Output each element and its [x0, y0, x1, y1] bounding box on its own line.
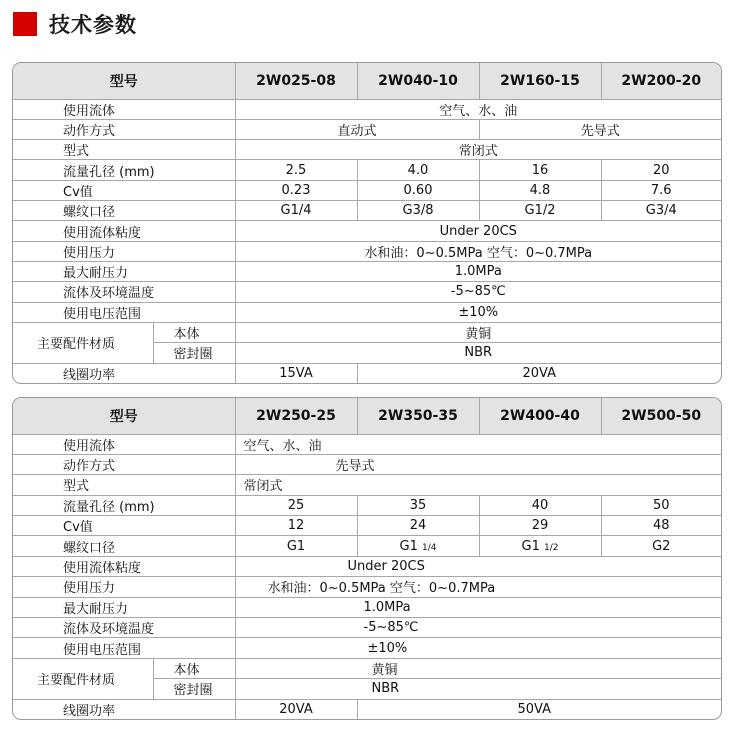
cell-value: 35 — [357, 495, 479, 515]
cell-value: 水和油：0~0.5MPa 空气：0~0.7MPa — [235, 241, 721, 261]
model-name: 2W200-20 — [601, 63, 721, 99]
table-row — [13, 475, 721, 495]
table-row — [13, 302, 721, 322]
model-name: 2W500-50 — [601, 398, 721, 434]
cell-value: 4.8 — [479, 180, 601, 200]
cell-value: 水和油：0~0.5MPa 空气：0~0.7MPa — [235, 577, 721, 597]
model-name: 2W400-40 — [479, 398, 601, 434]
cell-value — [479, 536, 601, 556]
cell-value: 黄铜 — [235, 658, 721, 678]
thread-size: G1 — [399, 538, 418, 554]
cell-value: 先导式 — [235, 454, 721, 474]
row-label: Cv值 — [13, 516, 235, 536]
model-name: 2W250-25 — [235, 398, 357, 434]
cell-value: G3/8 — [357, 201, 479, 221]
cell-value: G1/4 — [235, 201, 357, 221]
row-label: 螺纹口径 — [13, 201, 235, 221]
row-label: 流量孔径 (mm) — [13, 160, 235, 180]
table-row — [13, 658, 721, 678]
cell-value: 40 — [479, 495, 601, 515]
table-row — [13, 262, 721, 282]
row-label: Cv值 — [13, 180, 235, 200]
cell-value: 0.60 — [357, 180, 479, 200]
model-header-label: 型号 — [13, 63, 235, 99]
cell-value: NBR — [235, 679, 721, 699]
model-header-label: 型号 — [13, 398, 235, 434]
table-row — [13, 160, 721, 180]
cell-value: G1/2 — [479, 201, 601, 221]
spec-table-2 — [12, 397, 722, 720]
section-title: 技术参数 — [49, 13, 137, 37]
cell-value: 12 — [235, 516, 357, 536]
sub-label: 密封圈 — [153, 343, 235, 363]
table-row — [13, 241, 721, 261]
row-label: 型式 — [13, 475, 235, 495]
table-row — [13, 536, 721, 556]
cell-value: 24 — [357, 516, 479, 536]
table-row — [13, 180, 721, 200]
cell-value: 50 — [601, 495, 721, 515]
cell-value: 常闭式 — [235, 140, 721, 160]
row-label: 最大耐压力 — [13, 262, 235, 282]
row-label: 型式 — [13, 140, 235, 160]
cell-value: G3/4 — [601, 201, 721, 221]
cell-value: 15VA — [235, 363, 357, 383]
cell-value: 1.0MPa — [235, 262, 721, 282]
row-label: 流体及环境温度 — [13, 618, 235, 638]
table-row — [13, 577, 721, 597]
model-name: 2W025-08 — [235, 63, 357, 99]
row-label: 使用流体 — [13, 434, 235, 454]
table-row — [13, 516, 721, 536]
cell-value: 7.6 — [601, 180, 721, 200]
sub-label: 密封圈 — [153, 679, 235, 699]
table-row — [13, 282, 721, 302]
table-row — [13, 201, 721, 221]
table-row — [13, 618, 721, 638]
thread-size: G1 — [521, 538, 540, 554]
cell-value: ±10% — [235, 638, 721, 658]
spec-table-1 — [12, 62, 722, 384]
table-row — [13, 221, 721, 241]
cell-value: G2 — [601, 536, 721, 556]
model-name: 2W160-15 — [479, 63, 601, 99]
cell-value: 黄铜 — [235, 322, 721, 342]
table-row — [13, 556, 721, 576]
table-header-row — [13, 398, 721, 434]
cell-value: G1 — [235, 536, 357, 556]
cell-value: -5~85℃ — [235, 618, 721, 638]
row-label: 使用流体粘度 — [13, 221, 235, 241]
cell-value: 常闭式 — [235, 475, 721, 495]
cell-value: 20 — [601, 160, 721, 180]
row-label: 使用压力 — [13, 241, 235, 261]
table-row — [13, 140, 721, 160]
row-label: 动作方式 — [13, 119, 235, 139]
table-row — [13, 363, 721, 383]
cell-value: NBR — [235, 343, 721, 363]
table-row — [13, 638, 721, 658]
cell-value: 4.0 — [357, 160, 479, 180]
row-label: 主要配件材质 — [13, 658, 153, 699]
sub-label: 本体 — [153, 322, 235, 342]
cell-value: ±10% — [235, 302, 721, 322]
cell-value: 1.0MPa — [235, 597, 721, 617]
row-label: 使用电压范围 — [13, 302, 235, 322]
cell-value: 29 — [479, 516, 601, 536]
cell-value: 48 — [601, 516, 721, 536]
row-label: 最大耐压力 — [13, 597, 235, 617]
cell-value: 20VA — [357, 363, 721, 383]
model-name: 2W040-10 — [357, 63, 479, 99]
table-row — [13, 119, 721, 139]
cell-value: 2.5 — [235, 160, 357, 180]
section-heading — [13, 8, 137, 40]
row-label: 使用流体 — [13, 99, 235, 119]
cell-value: 25 — [235, 495, 357, 515]
thread-fraction: 1/2 — [544, 542, 559, 553]
table-row — [13, 597, 721, 617]
row-label: 流量孔径 (mm) — [13, 495, 235, 515]
row-label: 线圈功率 — [13, 699, 235, 719]
table-header-row — [13, 63, 721, 99]
cell-value — [357, 536, 479, 556]
row-label: 流体及环境温度 — [13, 282, 235, 302]
model-name: 2W350-35 — [357, 398, 479, 434]
cell-value: 直动式 — [235, 119, 479, 139]
sub-label: 本体 — [153, 658, 235, 678]
cell-value: 50VA — [357, 699, 721, 719]
table-row — [13, 495, 721, 515]
cell-value: 先导式 — [479, 119, 721, 139]
row-label: 螺纹口径 — [13, 536, 235, 556]
cell-value: 20VA — [235, 699, 357, 719]
cell-value: Under 20CS — [235, 221, 721, 241]
cell-value: 16 — [479, 160, 601, 180]
table-row — [13, 322, 721, 342]
row-label: 使用压力 — [13, 577, 235, 597]
table-row — [13, 434, 721, 454]
cell-value: 空气、水、油 — [235, 99, 721, 119]
row-label: 使用流体粘度 — [13, 556, 235, 576]
cell-value: Under 20CS — [235, 556, 721, 576]
table-row — [13, 99, 721, 119]
cell-value: -5~85℃ — [235, 282, 721, 302]
row-label: 动作方式 — [13, 454, 235, 474]
row-label: 使用电压范围 — [13, 638, 235, 658]
thread-fraction: 1/4 — [422, 542, 437, 553]
table-row — [13, 454, 721, 474]
row-label: 线圈功率 — [13, 363, 235, 383]
table-row — [13, 699, 721, 719]
row-label: 主要配件材质 — [13, 322, 153, 363]
red-square-icon — [13, 12, 37, 36]
cell-value: 空气、水、油 — [235, 434, 721, 454]
cell-value: 0.23 — [235, 180, 357, 200]
